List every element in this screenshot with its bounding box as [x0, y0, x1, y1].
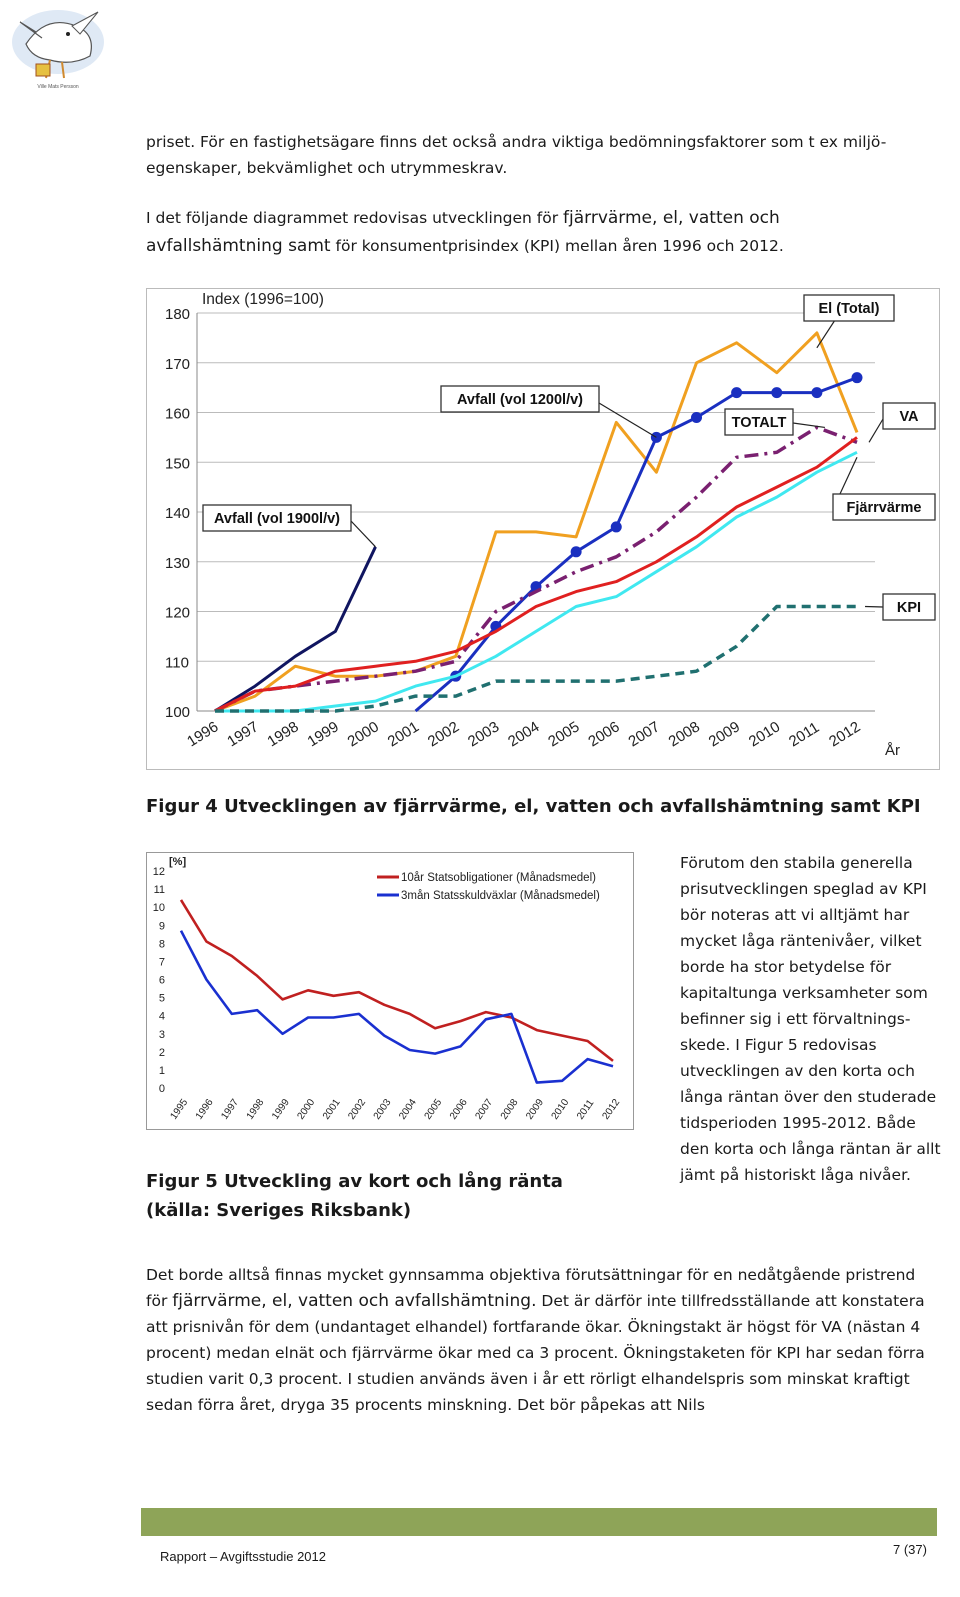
x-tick-label: 2010 — [745, 718, 784, 751]
x-tick-label: 2011 — [575, 1097, 597, 1122]
callout-label: Fjärrvärme — [846, 500, 922, 516]
x-tick-label: 1996 — [184, 718, 222, 751]
x-tick-label: 2006 — [585, 718, 623, 751]
paragraph-highlight: fjärrvärme, el, vatten och avfallshämtning. — [172, 1291, 537, 1311]
x-tick-label: 1998 — [244, 1097, 267, 1122]
data-point — [611, 521, 622, 532]
x-tick-label: 2003 — [464, 718, 503, 751]
y-tick-label: 3 — [158, 1028, 165, 1041]
y-tick-label: 9 — [158, 920, 165, 933]
x-tick-label: 2011 — [785, 718, 823, 751]
y-tick-label: 10 — [152, 902, 165, 915]
figure-4-caption: Figur 4 Utvecklingen av fjärrvärme, el, vatten och avfallshämtning samt KPI — [146, 796, 921, 817]
page-number: 7 (37) — [893, 1542, 927, 1557]
y-tick-label: 6 — [158, 974, 165, 987]
data-point — [691, 412, 702, 423]
x-tick-label: 2002 — [424, 718, 463, 751]
data-point — [771, 387, 782, 398]
x-tick-label: 2008 — [498, 1097, 521, 1122]
y-tick-label: 110 — [165, 654, 189, 672]
y-tick-label: 5 — [158, 992, 165, 1005]
y-tick-label: 11 — [153, 884, 165, 897]
callout-label: El (Total) — [818, 301, 880, 317]
y-tick-label: 150 — [165, 455, 191, 473]
series-line — [181, 931, 613, 1083]
x-tick-label: 1999 — [304, 718, 342, 751]
x-tick-label: 2012 — [600, 1097, 623, 1122]
y-tick-label: 140 — [165, 505, 191, 522]
data-point — [731, 387, 742, 398]
callout-label: TOTALT — [731, 415, 787, 431]
y-tick-label: 180 — [165, 306, 191, 323]
y-tick-label: 12 — [152, 866, 165, 878]
y-tick-label: 1 — [158, 1064, 165, 1077]
figure-4-chart — [146, 288, 940, 770]
y-axis-label: [%] — [169, 856, 187, 868]
data-point — [571, 546, 582, 557]
x-tick-label: 2008 — [665, 718, 703, 751]
y-tick-label: 100 — [165, 704, 191, 721]
x-tick-label: 2004 — [397, 1097, 419, 1122]
x-tick-label: 1996 — [193, 1097, 216, 1122]
footer-bar — [141, 1508, 937, 1536]
x-tick-label: 2012 — [826, 718, 864, 751]
footer-report-title: Rapport – Avgiftsstudie 2012 — [160, 1549, 326, 1564]
y-tick-label: 2 — [158, 1046, 165, 1059]
x-tick-label: 2007 — [473, 1097, 496, 1122]
x-tick-label: 2010 — [549, 1097, 572, 1122]
x-axis-label: År — [885, 742, 900, 759]
y-tick-label: 0 — [158, 1083, 165, 1095]
y-tick-label: 8 — [158, 938, 165, 951]
y-axis-label: Index (1996=100) — [202, 291, 324, 308]
x-tick-label: 2000 — [295, 1097, 318, 1122]
x-tick-label: 1999 — [270, 1097, 292, 1122]
paragraph-diagram-intro — [146, 204, 906, 260]
paragraph-text: I det följande diagrammet redovisas utvecklingen för — [146, 209, 564, 227]
paragraph-highlight: fjärrvärme, el, vatten och avfallshämtning samt — [146, 208, 780, 256]
figure-4-plot — [147, 289, 939, 769]
data-point — [811, 387, 822, 398]
x-tick-label: 2002 — [346, 1097, 369, 1122]
x-tick-label: 1995 — [168, 1097, 191, 1122]
x-tick-label: 1998 — [264, 718, 302, 751]
x-tick-label: 2000 — [344, 718, 382, 751]
y-tick-label: 160 — [165, 405, 191, 423]
figure-5-plot — [147, 853, 633, 1129]
x-tick-label: 1997 — [224, 718, 262, 751]
x-tick-label: 2004 — [505, 718, 543, 751]
y-tick-label: 130 — [165, 554, 191, 572]
x-tick-label: 2005 — [422, 1097, 445, 1122]
figure-5-caption-line2: (källa: Sveriges Riksbank) — [146, 1200, 412, 1221]
x-tick-label: 2007 — [625, 718, 663, 751]
y-tick-label: 170 — [165, 355, 191, 373]
paragraph-conclusion — [146, 1262, 936, 1418]
svg-text:Ville Mats Persson: Ville Mats Persson — [37, 84, 79, 90]
x-tick-label: 2003 — [371, 1097, 394, 1122]
paragraph-intro: priset. För en fastighetsägare finns det också andra viktiga bedömningsfaktorer som t ex miljö-egenskaper, bekvämlighet och utrymmeskrav. — [146, 133, 887, 177]
figure-5-chart — [146, 852, 634, 1130]
paragraph-text: Det är därför inte tillfredsställande att konstatera att prisnivån för dem (undantaget elhandel) fortfarande ökar. Ökningstakt är högst för VA (nästan 4 procent) medan elnät och fjärrvärme ökar med ca 3 procent. Ökningstaketen för KPI har sedan förra studien varit 0,3 procent. I studien används även i år ett rörligt elhandelspris som minskat kraftigt sedan förra året, dryga 35 procents minskning. Det bör påpekas att Nils — [146, 1292, 925, 1414]
side-paragraph: Förutom den stabila generella prisutvecklingen speglad av KPI bör noteras att vi alltjämt har mycket låga räntenivåer, vilket borde ha stor betydelse för kapitaltunga verksamheter som befinner sig i ett förvaltnings-skede. I Figur 5 redovisas utvecklingen av den korta och långa räntan över den studerade tidsperioden 1995-2012. Både den korta och långa räntan är allt jämt på historiskt låga nivåer. — [680, 854, 941, 1184]
x-tick-label: 2001 — [384, 718, 423, 751]
figure-5-caption — [146, 1167, 563, 1225]
stork-mascot-logo-icon — [6, 4, 110, 92]
paragraph-text: Det borde alltså finnas mycket gynnsamma objektiva förutsättningar för en nedåtgående pristrend för — [146, 1266, 916, 1310]
callout-label: Avfall (vol 1200l/v) — [457, 392, 583, 408]
x-tick-label: 2005 — [545, 718, 583, 751]
series-line — [181, 900, 613, 1061]
legend-label: 10år Statsobligationer (Månadsmedel) — [401, 872, 596, 884]
callout-label: VA — [899, 409, 919, 425]
paragraph-text: för konsumentprisindex (KPI) mellan åren 1996 och 2012. — [330, 237, 784, 255]
callout-label: Avfall (vol 1900l/v) — [214, 511, 340, 527]
y-tick-label: 7 — [158, 956, 165, 969]
x-tick-label: 2009 — [705, 718, 744, 751]
figure-5-caption-line1: Figur 5 Utveckling av kort och lång ränta — [146, 1171, 563, 1192]
y-tick-label: 120 — [165, 604, 191, 622]
data-point — [852, 372, 863, 383]
y-tick-label: 4 — [158, 1010, 165, 1023]
legend-label: 3mån Statsskuldväxlar (Månadsmedel) — [401, 890, 600, 902]
x-tick-label: 2001 — [320, 1097, 343, 1122]
x-tick-label: 2006 — [447, 1097, 470, 1122]
callout-label: KPI — [896, 600, 922, 616]
x-tick-label: 2009 — [524, 1097, 546, 1122]
x-tick-label: 1997 — [219, 1097, 242, 1122]
